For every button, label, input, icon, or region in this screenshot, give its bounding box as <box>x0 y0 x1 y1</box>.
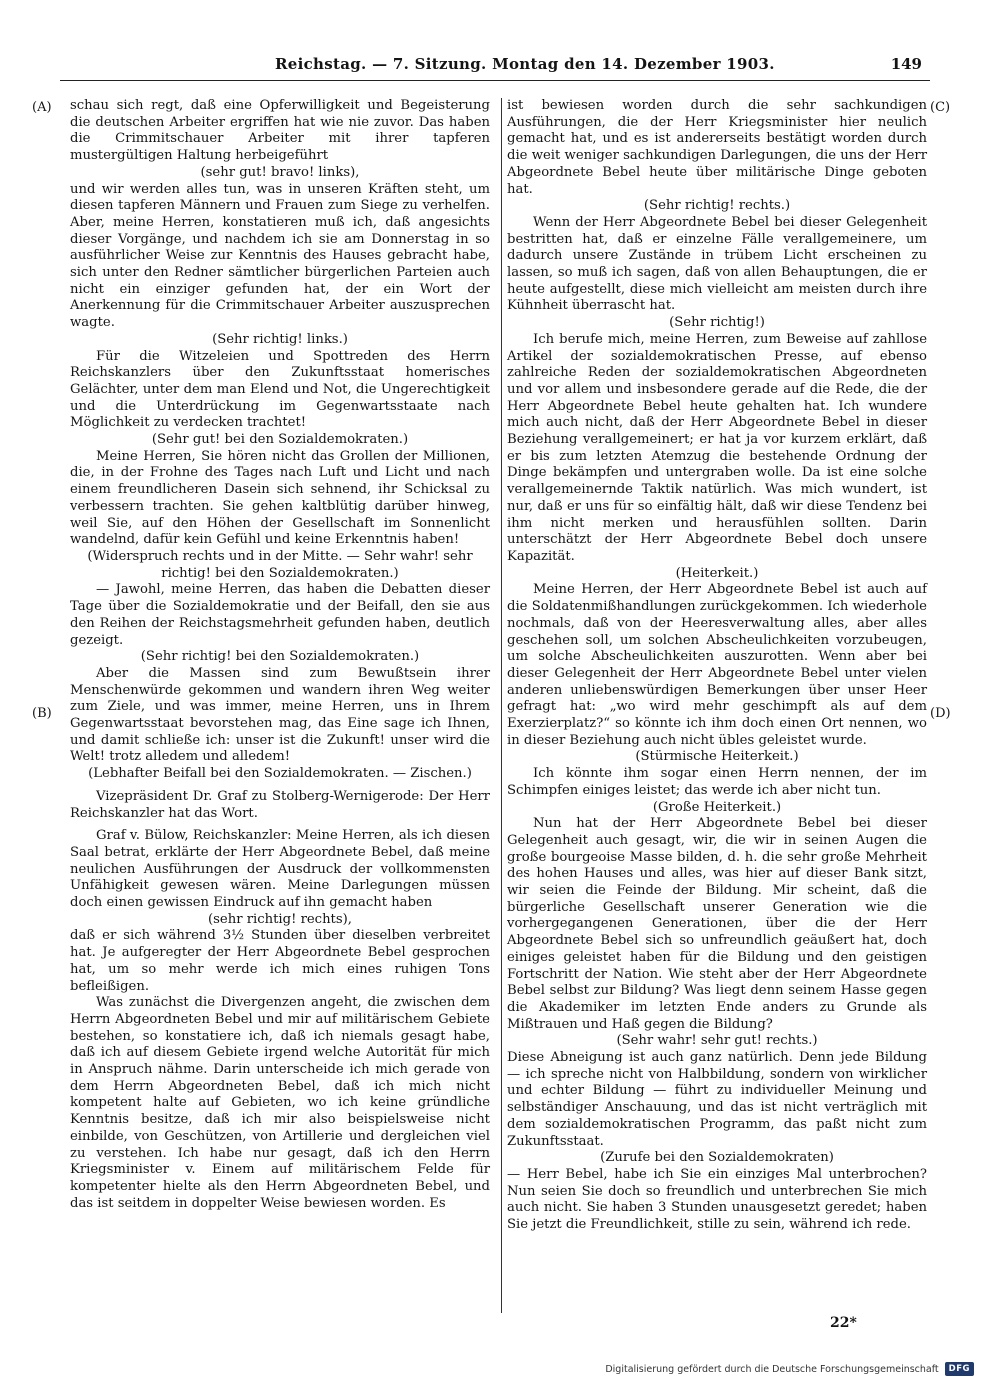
paragraph: Wenn der Herr Abgeordnete Bebel bei dieser Gelegenheit bestritten hat, daß er einzelne Fälle verallgemeinere, um dadurch unsere Zustände in trübem Licht erscheinen zu lassen, so muß ich sagen, daß von allen Behauptungen, die er heute aufgestellt, diese mich vielleicht am meisten durch ihre Kühnheit überrascht hat. <box>507 214 927 314</box>
interjection: (Widerspruch rechts und in der Mitte. — Sehr wahr! sehr richtig! bei den Sozialdemokraten.) <box>87 548 473 581</box>
paragraph: Für die Witzeleien und Spottreden des Herrn Reichskanzlers über den Zukunftsstaat homerisches Gelächter, unter dem man Elend und Not, die Ungerechtigkeit und die Unterdrückung im Gegenwartsstaate nach Möglichkeit zu verdecken trachtet! <box>70 348 490 431</box>
paragraph: Ich berufe mich, meine Herren, zum Beweise auf zahllose Artikel der sozialdemokratischen Presse, auf ebenso zahlreiche Reden der sozialdemokratischen Abgeordneten und vor allem und insbesondere gerade auf die Rede, die der Herr Abgeordnete Bebel heute gehalten hat. Ich wundere mich auch nicht, daß der Herr Abgeordnete Bebel in dieser Beziehung verallgemeinert; er hat ja vor kurzem erklärt, daß er bis zum letzten Atemzug die bestehende Ordnung der Dinge bekämpfen und untergraben wolle. Da ist eine solche verallgemeinernde Taktik natürlich. Was mich wundert, ist nur, daß er uns für so einfältig hält, daß wir diese Tendenz bei ihm nicht merken und herausfühlen sollten. Darin unterschätzt der Herr Abgeordnete Bebel doch unsere Kapazität. <box>507 331 927 564</box>
margin-mark-d: (D) <box>930 706 951 721</box>
running-header <box>60 47 930 79</box>
footer <box>605 1362 974 1376</box>
interjection: (Sehr gut! bei den Sozialdemokraten.) <box>151 432 409 448</box>
speaker-paragraph: Vizepräsident Dr. Graf zu Stolberg-Wernigerode: Der Herr Reichskanzler hat das Wort. <box>70 788 490 821</box>
paragraph: Was zunächst die Divergenzen angeht, die zwischen dem Herrn Abgeordneten Bebel und mir auf militärischem Gebiete bestehen, so konstatiere ich, daß ich niemals gesagt habe, daß ich auf diesem Gebiete irgend welche Autorität für mich in Anspruch nähme. Darin unterscheide ich mich gerade von dem Herrn Abgeordneten Bebel, daß ich mich nicht kompetent halte auf Gebieten, wo ich keine gründliche Kenntnis besitze, daß ich mir also beispielsweise nicht einbilde, von Geschützen, von Artillerie und dergleichen viel zu verstehen. Ich habe nur gesagt, daß ich den Herrn Kriegsminister v. Einem auf militärischem Felde für kompetenter hielte als den Herrn Abgeordneten Bebel, und das ist seitdem in doppelter Weise bewiesen worden. Es <box>70 995 490 1211</box>
paragraph: Meine Herren, Sie hören nicht das Grollen der Millionen, die, in der Frohne des Tages nach Luft und Licht und nach einem freundlicheren Dasein sich sehnend, ihr Schicksal zu verbessern trachten. Sie gehen kaltblütig darüber hinweg, weil Sie, auf den Höhen der Gesellschaft im Sonnenlicht wandelnd, dafür kein Gefühl und keine Erkenntnis haben! <box>70 448 490 548</box>
interjection: (Sehr richtig! rechts.) <box>643 198 791 214</box>
column-divider <box>501 98 502 1313</box>
margin-mark-a: (A) <box>32 100 52 115</box>
dfg-logo-icon: DFG <box>945 1362 974 1376</box>
interjection: (Sehr richtig! links.) <box>212 331 348 347</box>
speaker-paragraph: Graf v. Bülow, Reichskanzler: Meine Herren, als ich diesen Saal betrat, erklärte der Herr Abgeordnete Bebel, daß meine neulichen Ausführungen der Ausdruck der vollkommensten Unfähigkeit gewesen wären. Meine Darlegungen müssen doch einen gewissen Eindruck auf ihn gemacht haben <box>70 828 490 911</box>
paragraph: — Herr Bebel, habe ich Sie ein einziges Mal unterbrochen? Nun seien Sie doch so freundlich und unterbrechen Sie mich auch nicht. Sie haben 3 Stunden unausgesetzt geredet; haben Sie jetzt die Freundlichkeit, stille zu sein, während ich rede. <box>507 1167 927 1233</box>
paragraph: Diese Abneigung ist auch ganz natürlich. Denn jede Bildung — ich spreche nicht von Halbbildung, sondern von wirklicher und echter Bildung — führt zu individueller Meinung und selbständiger Anschauung, und das ist nicht verträglich mit dem sozialdemokratischen Programm, das paßt nicht zum Zukunftsstaat. <box>507 1050 927 1149</box>
interjection: (Große Heiterkeit.) <box>652 799 782 815</box>
header-rule <box>60 80 930 81</box>
paragraph: Meine Herren, der Herr Abgeordnete Bebel ist auch auf die Soldatenmißhandlungen zurückgekommen. Ich wiederhole nochmals, daß von der Heeresverwaltung alles, aber alles geschehen soll, um solchen Abscheulichkeiten vorzubeugen, um solche Abscheulichkeiten auszurotten. Wenn aber bei dieser Gelegenheit der Herr Abgeordnete Bebel unter vielen anderen unliebenswürdigen Bemerkungen über unser Heer gefragt hat: „wo wird mehr geschimpft als auf dem Exerzierplatz?“ so könnte ich ihm doch einen Ort nennen, wo in dieser Beziehung auch nicht übles geleistet wurde. <box>507 582 927 748</box>
paragraph: Ich könnte ihm sogar einen Herrn nennen, der im Schimpfen einiges leistet; das werde ich aber nicht tun. <box>507 766 927 798</box>
margin-mark-c: (C) <box>930 100 951 115</box>
interjection: (Zurufe bei den Sozialdemokraten) <box>600 1150 834 1166</box>
interjection: (sehr gut! bravo! links), <box>200 164 360 180</box>
paragraph: schau sich regt, daß eine Opferwilligkeit und Begeisterung die deutschen Arbeiter ergriffen hat wie nie zuvor. Das haben die Crimmitschauer Arbeiter mit ihrer tapferen mustergültigen Haltung herbeigeführt <box>70 98 490 164</box>
paragraph: ist bewiesen worden durch die sehr sachkundigen Ausführungen, die der Herr Kriegsminister hier neulich gemacht hat, und es ist andererseits bestätigt worden durch die weit weniger sachkundigen Darlegungen, die uns der Herr Abgeordnete Bebel heute über militärische Dinge geboten hat. <box>507 98 927 197</box>
interjection: (Sehr wahr! sehr gut! rechts.) <box>616 1033 818 1049</box>
paragraph: Nun hat der Herr Abgeordnete Bebel bei dieser Gelegenheit auch gesagt, wir, die wir in seinen Augen die große bourgeoise Masse bilden, d. h. die sehr große Mehrheit des hohen Hauses und alles, was hier auf dieser Bank sitzt, wir seien die Feinde der Bildung. Mir scheint, daß die bürgerliche Gesellschaft unserer Generation wie die vorhergegangenen Generationen, über die der Herr Abgeordnete Bebel sich so unfreundlich geäußert hat, doch einiges geleistet haben für die Bildung und den geistigen Fortschritt der Nation. Wie steht aber der Herr Abgeordnete Bebel selbst zur Bildung? Was liegt denn seinem Hasse gegen die Akademiker im letzten Ende anders zu Grunde als Mißtrauen und Haß gegen die Bildung? <box>507 816 927 1032</box>
interjection: (sehr richtig! rechts), <box>208 911 352 927</box>
interjection: (Sehr richtig! bei den Sozialdemokraten.) <box>140 649 420 665</box>
footer-text: Digitalisierung gefördert durch die Deutsche Forschungsgemeinschaft <box>605 1363 939 1375</box>
interjection: (Sehr richtig!) <box>669 315 765 331</box>
paragraph: Aber die Massen sind zum Bewußtsein ihrer Menschenwürde gekommen und wandern ihren Weg weiter zum Ziele, und was immer, meine Herren, uns in Ihrem Gegenwartsstaat bevorstehen mag, das Eine sage ich Ihnen, und damit schließe ich: unser ist die Zukunft! unser wird die Welt! trotz alledem und alledem! <box>70 665 490 765</box>
margin-mark-b: (B) <box>32 706 52 721</box>
interjection: (Heiterkeit.) <box>675 565 759 581</box>
paragraph: — Jawohl, meine Herren, das haben die Debatten dieser Tage über die Sozialdemokratie und der Beifall, den sie aus den Reihen der Reichstagsmehrheit gefunden haben, deutlich gezeigt. <box>70 582 490 648</box>
page-number: 149 <box>890 55 922 73</box>
interjection: (Stürmische Heiterkeit.) <box>635 749 799 765</box>
left-column <box>70 98 490 1212</box>
header-title: Reichstag. — 7. Sitzung. Montag den 14. Dezember 1903. <box>275 55 775 73</box>
paragraph: und wir werden alles tun, was in unseren Kräften steht, um diesen tapferen Männern und Frauen zum Siege zu verhelfen. Aber, meine Herren, konstatieren muß ich, daß angesichts dieser Vorgänge, und nachdem ich sie am Donnerstag in so ausführlicher Weise zur Kenntnis des Hauses gebracht habe, sich unter den Redner sämtlicher bürgerlichen Parteien auch nicht ein einziger gefunden hat, der ein Wort der Anerkennung für die Crimmitschauer Arbeiter auszusprechen wagte. <box>70 181 490 331</box>
paragraph: daß er sich während 3½ Stunden über dieselben verbreitet hat. Je aufgeregter der Herr Abgeordnete Bebel gesprochen hat, um so mehr werde ich mich eines ruhigen Tons befleißigen. <box>70 928 490 994</box>
signature-mark: 22* <box>830 1315 857 1331</box>
right-column <box>507 98 927 1234</box>
interjection: (Lebhafter Beifall bei den Sozialdemokraten. — Zischen.) <box>88 766 472 782</box>
